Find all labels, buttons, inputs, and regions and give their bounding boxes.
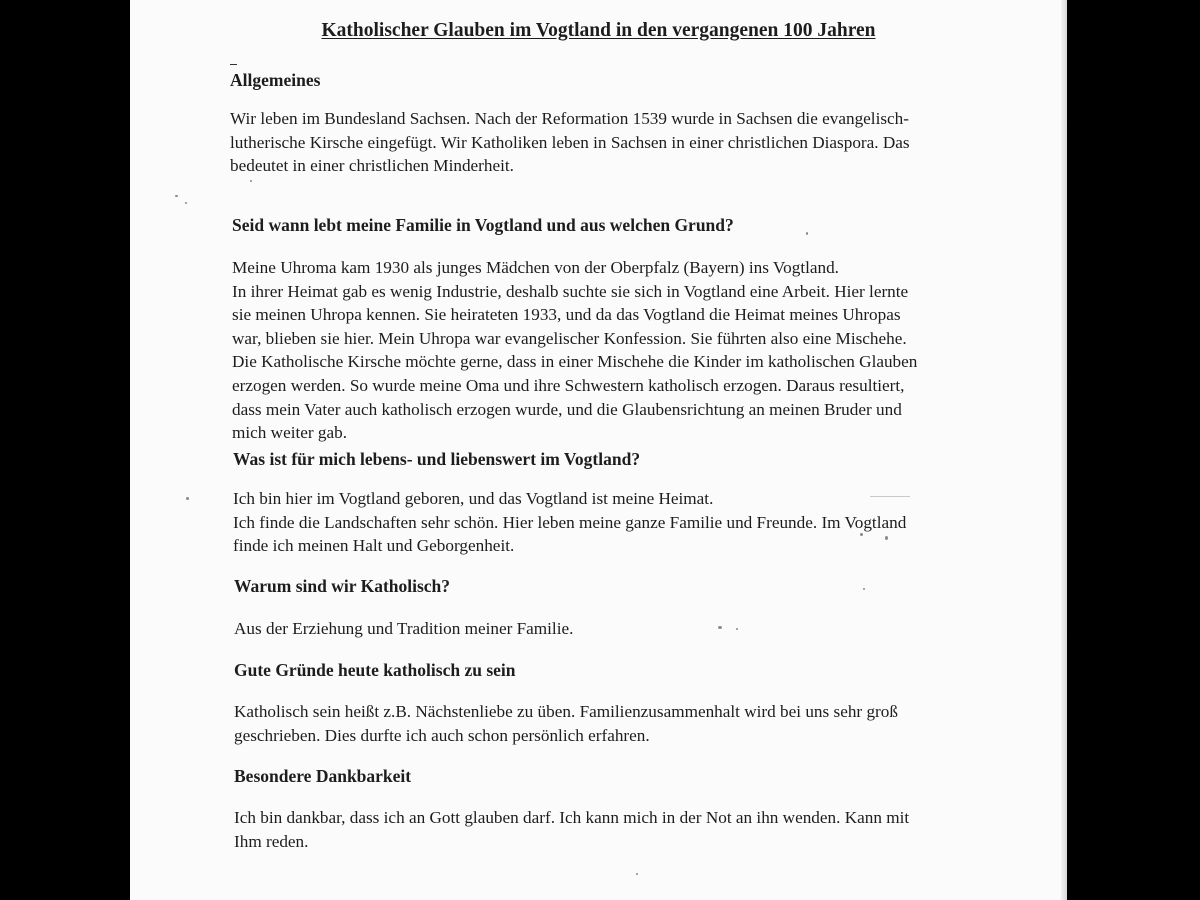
body-line: sie meinen Uhropa kennen. Sie heirateten 1933, und da das Vogtland die Heimat meines Uhropas (232, 305, 901, 325)
section-heading-gute-gruende: Gute Gründe heute katholisch zu sein (234, 660, 516, 680)
section-body-lebenswert (233, 487, 906, 558)
section-body-familie (232, 256, 917, 445)
scan-speck (806, 232, 808, 235)
section-body-warum-katholisch (234, 617, 573, 641)
body-line: Meine Uhroma kam 1930 als junges Mädchen von der Oberpfalz (Bayern) ins Vogtland. (232, 258, 839, 277)
scan-speck (175, 195, 178, 197)
body-line: In ihrer Heimat gab es wenig Industrie, deshalb suchte sie sich in Vogtland eine Arbeit. Hier lernte (232, 281, 909, 301)
section-heading-allgemeines: Allgemeines (230, 70, 321, 90)
body-line: Wir leben im Bundesland Sachsen. Nach der Reformation 1539 wurde in Sachsen die evangelisch- (230, 109, 909, 128)
document-title: Katholischer Glauben im Vogtland in den vergangenen 100 Jahren (321, 20, 876, 41)
stray-mark (230, 64, 237, 65)
body-line: Aus der Erziehung und Tradition meiner Familie. (234, 619, 574, 638)
body-line: war, blieben sie hier. Mein Uhropa war evangelischer Konfession. Sie führten also eine Mischehe. (232, 328, 907, 348)
body-line: dass mein Vater auch katholisch erzogen wurde, und die Glaubensrichtung an meinen Bruder und (232, 399, 902, 419)
scan-speck (863, 588, 865, 590)
body-line: bedeutet in einer christlichen Minderheit. (230, 156, 514, 176)
scan-speck (250, 180, 252, 182)
body-line: Ich bin hier im Vogtland geboren, und das Vogtland ist meine Heimat. (233, 489, 714, 508)
scan-speck (718, 626, 722, 629)
scan-streak (870, 496, 910, 497)
body-line: Ich finde die Landschaften sehr schön. Hier leben meine ganze Familie und Freunde. Im Vogtland (233, 512, 907, 532)
body-line: Ich bin dankbar, dass ich an Gott glauben darf. Ich kann mich in der Not an ihn wenden. Kann mit (234, 808, 910, 827)
section-heading-dankbarkeit: Besondere Dankbarkeit (234, 766, 412, 786)
section-body-allgemeines (230, 107, 910, 178)
scan-speck (860, 533, 863, 536)
scan-speck (185, 202, 187, 204)
scanned-page (130, 0, 1067, 900)
body-line: finde ich meinen Halt und Geborgenheit. (233, 536, 515, 556)
section-body-dankbarkeit (234, 806, 909, 853)
scan-speck (186, 497, 189, 500)
scan-speck (885, 536, 888, 540)
section-body-gute-gruende (234, 700, 898, 747)
body-line: Ihm reden. (234, 831, 309, 851)
scan-speck (736, 628, 738, 630)
body-line: Katholisch sein heißt z.B. Nächstenliebe zu üben. Familienzusammenhalt wird bei uns sehr groß (234, 702, 898, 721)
section-heading-familie: Seid wann lebt meine Familie in Vogtland und aus welchen Grund? (232, 215, 734, 235)
body-line: mich weiter gab. (232, 423, 348, 443)
body-line: lutherische Kirsche eingefügt. Wir Katholiken leben in Sachsen in einer christlichen Diaspora. Das (230, 132, 910, 152)
body-line: geschrieben. Dies durfte ich auch schon persönlich erfahren. (234, 725, 650, 745)
body-line: Die Katholische Kirsche möchte gerne, dass in einer Mischehe die Kinder im katholischen Glauben (232, 352, 918, 372)
page-edge (1061, 0, 1067, 900)
scan-speck (636, 873, 638, 875)
section-heading-warum-katholisch: Warum sind wir Katholisch? (234, 576, 451, 596)
section-heading-lebenswert: Was ist für mich lebens- und liebenswert im Vogtland? (233, 449, 641, 469)
body-line: erzogen werden. So wurde meine Oma und ihre Schwestern katholisch erzogen. Daraus resultiert, (232, 375, 905, 395)
